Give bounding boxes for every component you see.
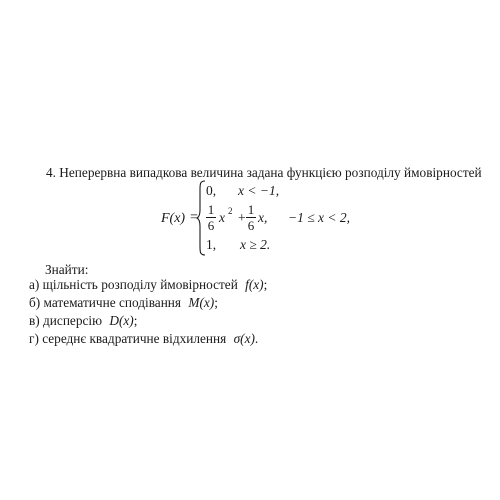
task-c-math: D(x) bbox=[109, 313, 134, 328]
equals-sign: = bbox=[190, 210, 198, 225]
left-brace-icon bbox=[196, 180, 206, 256]
case-2-exponent: 2 bbox=[228, 206, 233, 216]
case-2-plus: + bbox=[238, 210, 246, 225]
task-a-end: ; bbox=[263, 277, 268, 292]
task-b-end: ; bbox=[214, 295, 218, 310]
task-d-math: σ(x) bbox=[233, 331, 255, 346]
case-2-var2: x, bbox=[258, 210, 268, 225]
task-d bbox=[29, 331, 258, 347]
function-label: F(x) bbox=[161, 211, 186, 226]
find-heading: Знайти: bbox=[45, 262, 89, 277]
case-3-value: 1, bbox=[206, 237, 217, 252]
task-b bbox=[29, 295, 218, 311]
task-b-math: M(x) bbox=[188, 295, 215, 310]
case-2-frac2-numerator: 1 bbox=[247, 202, 255, 217]
case-2-frac2-denominator: 6 bbox=[247, 218, 255, 233]
task-d-end: . bbox=[254, 331, 259, 346]
task-a bbox=[29, 277, 267, 293]
task-c-end: ; bbox=[133, 313, 138, 328]
case-2-frac1-numerator: 1 bbox=[207, 202, 215, 217]
problem-statement: 4. Неперервна випадкова величина задана функцією розподілу ймовірностей bbox=[46, 165, 482, 180]
case-1-value: 0, bbox=[206, 183, 217, 198]
case-2-frac1-denominator: 6 bbox=[207, 218, 215, 233]
task-c-text: в) дисперсію bbox=[29, 313, 106, 328]
task-c bbox=[29, 313, 137, 329]
case-2-condition: −1 ≤ x < 2, bbox=[288, 210, 350, 225]
case-3-condition: x ≥ 2. bbox=[240, 237, 271, 252]
task-d-text: г) середнє квадратичне відхилення bbox=[29, 331, 230, 346]
task-a-text: а) щільність розподілу ймовірностей bbox=[29, 277, 242, 292]
case-1-condition: x < −1, bbox=[238, 183, 280, 198]
task-b-text: б) математичне сподівання bbox=[29, 295, 185, 310]
task-a-math: f(x) bbox=[245, 277, 264, 292]
case-2-var1: x bbox=[219, 210, 225, 225]
